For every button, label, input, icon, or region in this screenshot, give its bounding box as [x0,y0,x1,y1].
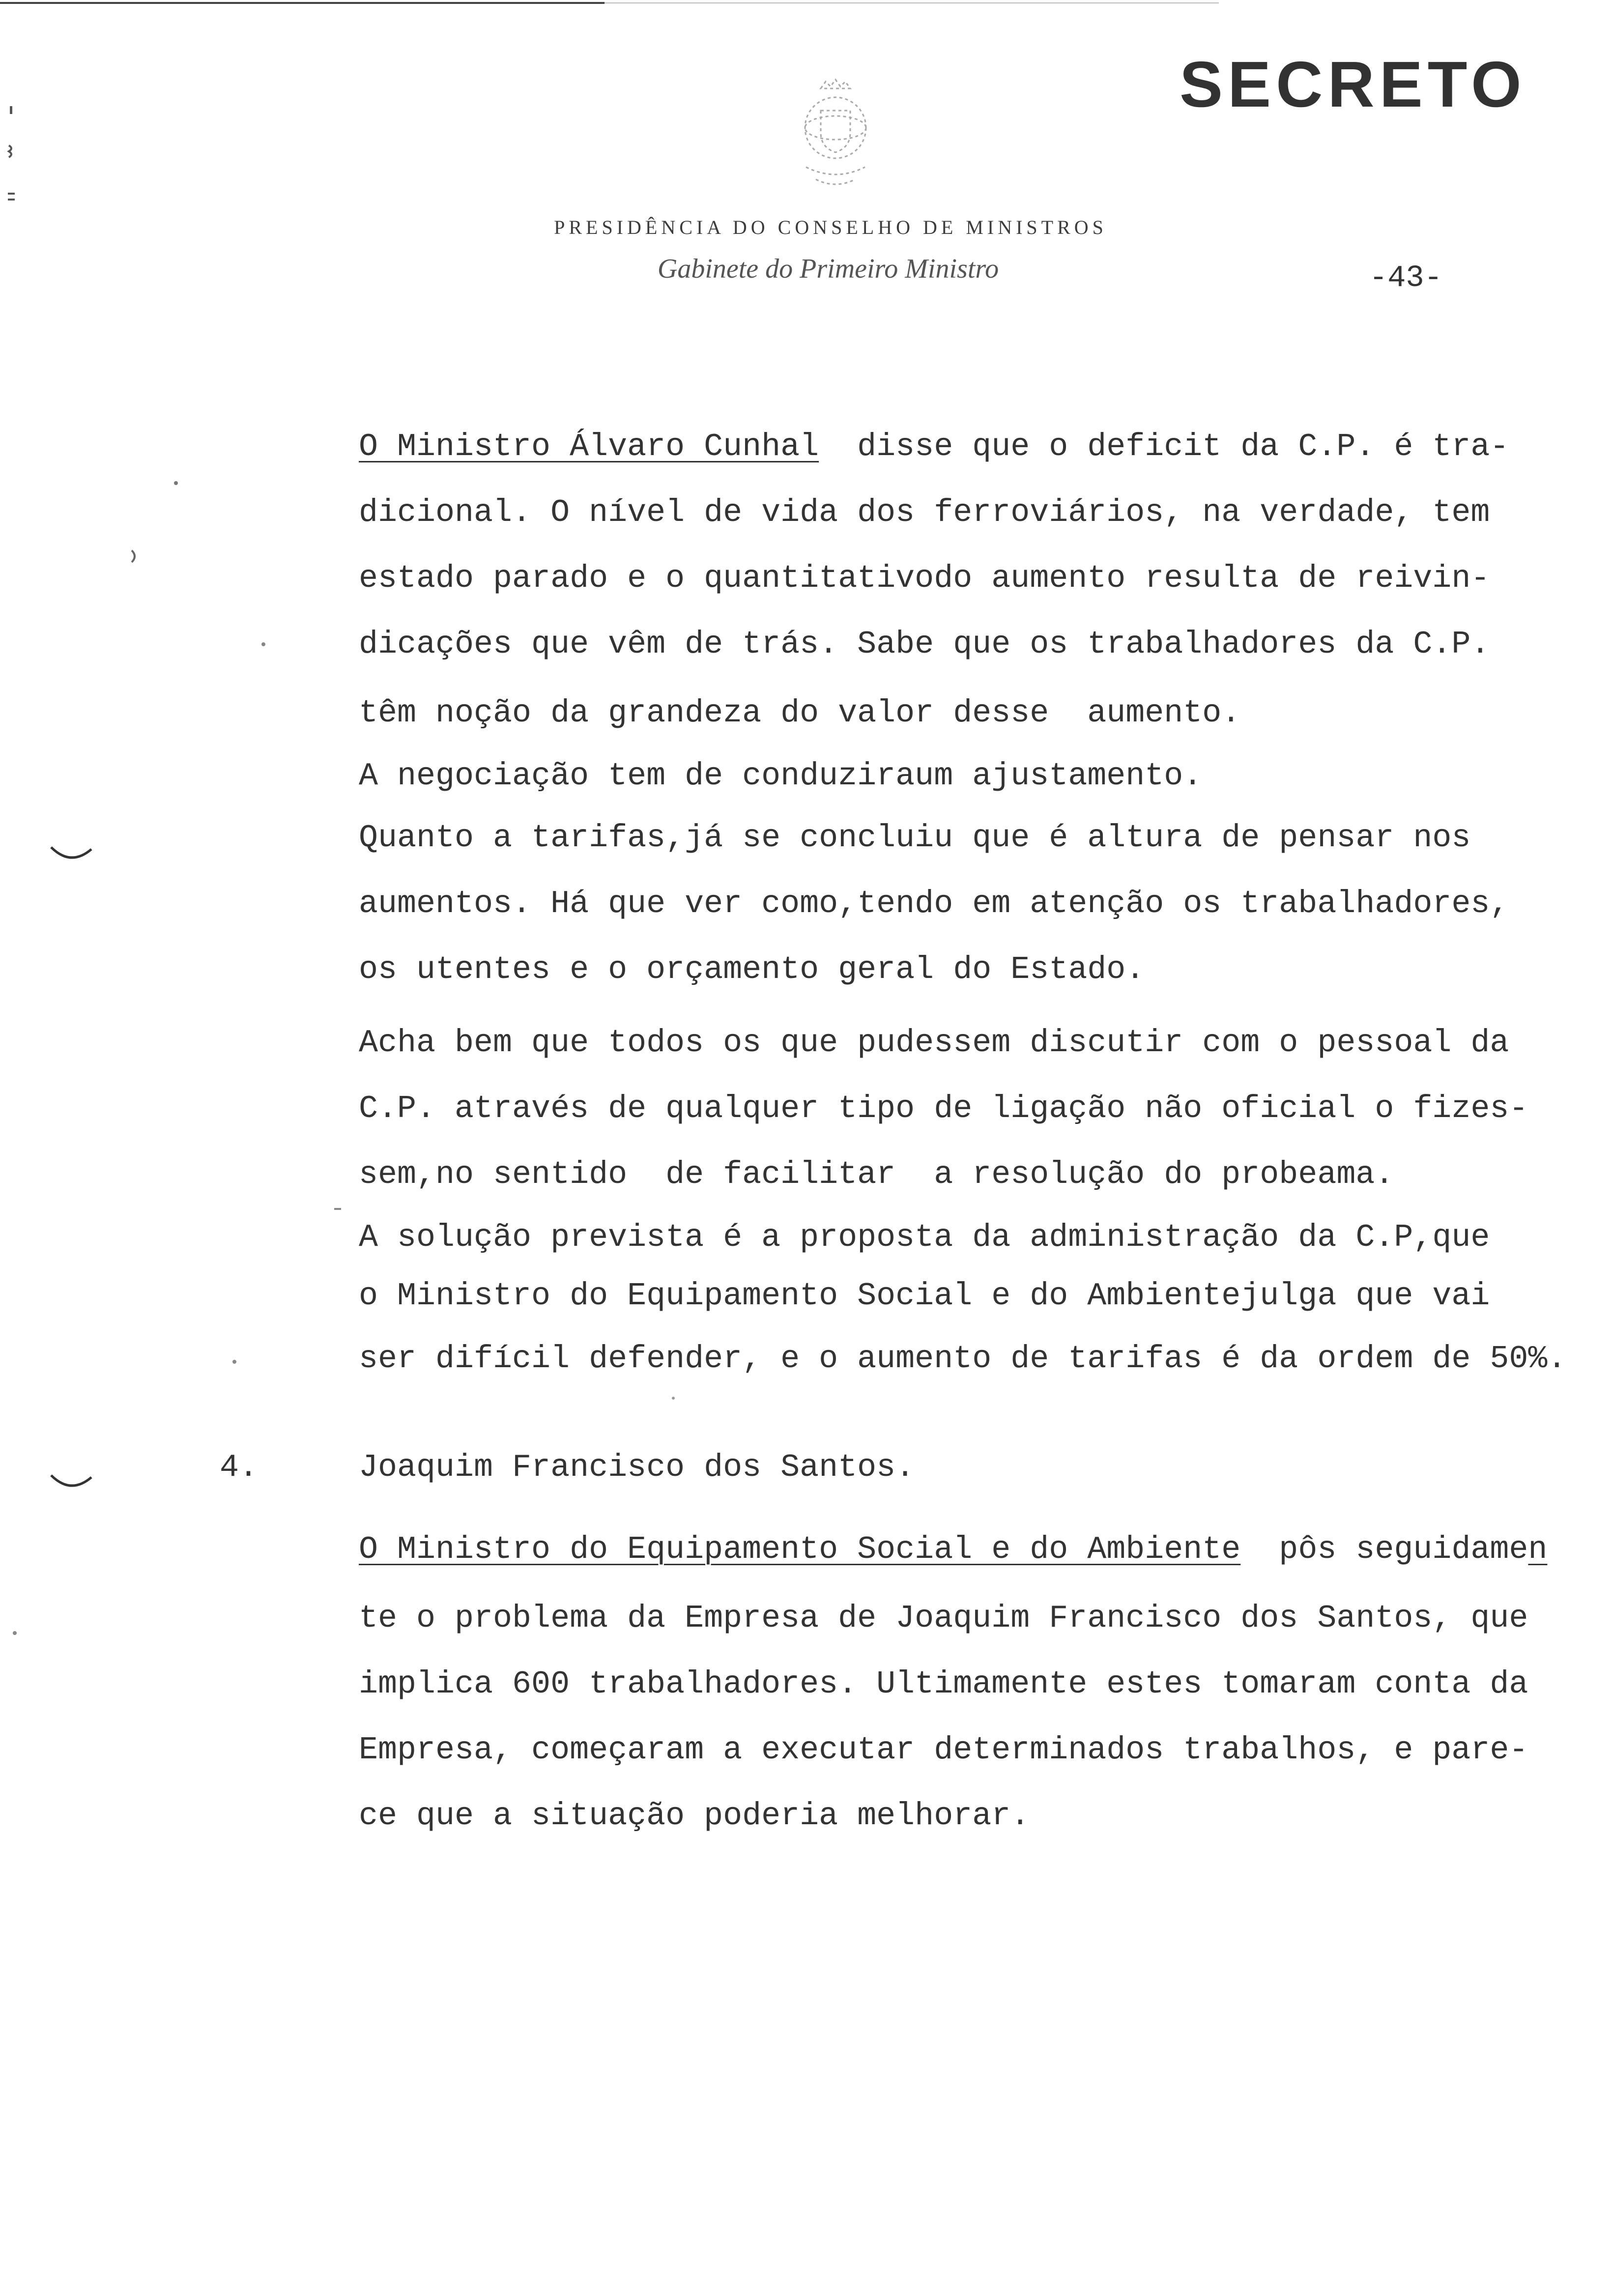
body-line: implica 600 trabalhadores. Ultimamente estes tomaram conta da [359,1666,1528,1702]
coat-of-arms-emblem [772,69,899,197]
margin-dot [174,481,178,485]
item-number: 4. [220,1449,259,1486]
margin-dot [672,1397,675,1400]
body-line: o Ministro do Equipamento Social e do Ambientejulga que vai [359,1278,1490,1314]
body-line: estado parado e o quantitativodo aumento resulta de reivin- [359,560,1490,597]
body-line: A negociação tem de conduziraum ajustamento. [359,758,1203,794]
body-line: ce que a situação poderia melhorar. [359,1798,1030,1834]
body-line: dicações que vêm de trás. Sabe que os trabalhadores da C.P. [359,626,1490,662]
body-line: Empresa, começaram a executar determinados trabalhos, e pare- [359,1732,1528,1768]
secret-stamp: SECRETO [1180,48,1526,120]
margin-dash [8,193,15,195]
sphere-band [805,116,866,140]
margin-squiggle [9,145,11,157]
line-text: pôs seguidame [1240,1531,1528,1568]
body-line: ser difícil defender, e o aumento de tarifas é da ordem de 50%. [359,1341,1567,1377]
margin-dot [13,1631,17,1635]
body-line: Acha bem que todos os que pudessem discutir com o pessoal da [359,1025,1509,1061]
body-line: os utentes e o orçamento geral do Estado. [359,951,1145,988]
body-line: têm noção da grandeza do valor desse aumento. [359,695,1241,731]
margin-punch-mark [51,1475,91,1486]
line-text-underlined-end: n [1528,1531,1548,1568]
body-line [359,1530,1547,1569]
speaker-name: O Ministro Álvaro Cunhal [359,429,819,465]
body-line: dicional. O nível de vida dos ferroviários, na verdade, tem [359,494,1490,531]
margin-paren [132,550,135,562]
item-title: Joaquim Francisco dos Santos. [359,1449,915,1486]
armillary-sphere [805,97,866,158]
body-line: te o problema da Empresa de Joaquim Francisco dos Santos, que [359,1600,1528,1636]
margin-dot [261,642,265,646]
margin-punch-mark [51,847,91,858]
scan-edge-line-faint [604,2,1219,3]
laurel-branch [806,167,865,174]
margin-dash [8,199,15,201]
body-line: C.P. através de qualquer tipo de ligação não oficial o fizes- [359,1091,1528,1127]
page-number: -43- [1369,260,1442,295]
body-line: sem,no sentido de facilitar a resolução do probeama. [359,1156,1394,1193]
body-line [359,427,1509,466]
speaker-name: O Ministro do Equipamento Social e do Ambiente [359,1531,1241,1568]
crown-shape [821,80,850,88]
margin-dash [334,1208,341,1210]
body-line: Quanto a tarifas,já se concluiu que é altura de pensar nos [359,820,1471,856]
scan-edge-line [0,2,604,4]
body-line: aumentos. Há que ver como,tendo em atenção os trabalhadores, [359,886,1509,922]
institution-heading: PRESIDÊNCIA DO CONSELHO DE MINISTROS [554,216,1107,238]
margin-tick [10,106,12,114]
margin-dot [232,1360,236,1364]
laurel-branch [816,179,855,184]
body-line: A solução prevista é a proposta da administração da C.P,que [359,1219,1490,1256]
office-subheading: Gabinete do Primeiro Ministro [657,254,999,284]
line-text: disse que o deficit da C.P. é tra- [819,429,1509,465]
